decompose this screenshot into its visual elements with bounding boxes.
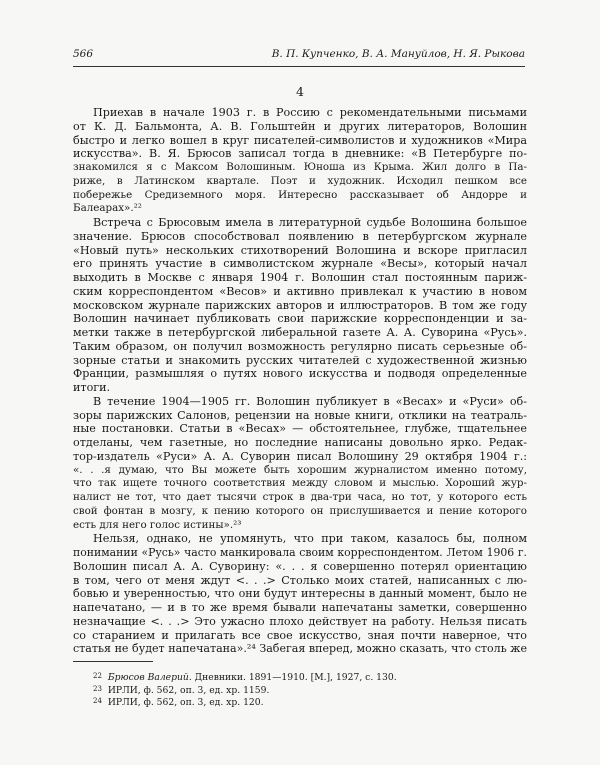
text-line: есть для него голос истины».²³ bbox=[73, 518, 242, 531]
text-line: что так ищете точного соответствия между словом и мыслью. Хороший жур- bbox=[73, 477, 527, 490]
text-line: налист не тот, что дает тысячи строк в два-три часа, но тот, у которого есть bbox=[73, 491, 527, 503]
text-line: московском журнале парижских авторов и иллюстраторов. В том же году bbox=[73, 298, 527, 312]
footnote-text: ИРЛИ, ф. 562, оп. 3, ед. хр. 1159. bbox=[107, 684, 270, 696]
text-line: Приехав в начале 1903 г. в Россию с рекомендательными письмами bbox=[93, 106, 527, 119]
text-line: «. . .я думаю, что Вы можете быть хорошим журналистом именно потому, bbox=[73, 463, 527, 476]
text-line: в том, чего от меня ждут <. . .> Столько моих статей, написанных с лю- bbox=[73, 573, 527, 587]
text-line: зоры парижских Салонов, рецензии на новые книги, отклики на театраль- bbox=[73, 408, 527, 422]
text-line: напечатано, — и в то же время бывали напечатаны заметки, совершенно bbox=[73, 601, 527, 614]
text-line: значение. Брюсов способствовал появлению в петербургском журнале bbox=[73, 229, 527, 243]
text-line: побережье Средиземного моря. Интересно рассказывает об Андорре и bbox=[73, 188, 527, 201]
text-line: статья не будет напечатана».²⁴ Забегая вперед, можно сказать, что столь же bbox=[73, 642, 527, 656]
text-line: его принять участие в символистском журнале «Весы», который начал bbox=[73, 257, 527, 271]
text-line: Таким образом, он получил возможность регулярно писать серьезные об- bbox=[73, 339, 527, 353]
text-line: отделаны, чем газетные, но последние написаны довольно ярко. Редак- bbox=[73, 436, 527, 449]
footnote-text: ИРЛИ, ф. 562, оп. 3, ед. хр. 120. bbox=[107, 697, 264, 708]
text-line: итоги. bbox=[73, 381, 111, 394]
footnote-number: 23 bbox=[93, 684, 102, 693]
text-line: зорные статьи и знакомить русских читателей с художественной жизнью bbox=[73, 353, 527, 367]
text-line: от К. Д. Бальмонта, А. В. Гольштейн и других литераторов, Волошин bbox=[73, 119, 527, 133]
text-line: свой фонтан в мозгу, к пению которого он прислушивается и пение которого bbox=[73, 504, 527, 517]
footnote-rule bbox=[73, 661, 153, 662]
text-line: В течение 1904—1905 гг. Волошин публикует в «Весах» и «Руси» об- bbox=[93, 394, 527, 408]
text-line: Нельзя, однако, не упомянуть, что при таком, казалось бы, полном bbox=[93, 532, 527, 546]
text-line: быстро и легко вошел в круг писателей-символистов и художников «Мира bbox=[73, 133, 527, 147]
text-line: ским корреспондентом «Весов» и активно привлекал к участию в новом bbox=[73, 284, 527, 298]
header-rule bbox=[73, 66, 525, 67]
text-line: Встреча с Брюсовым имела в литературной судьбе Волошина большое bbox=[93, 216, 527, 229]
text-line: риже, в Латинском квартале. Поэт и художник. Исходил пешком все bbox=[73, 174, 527, 187]
text-line: Волошин писал А. А. Суворину: «. . . я совершенно потерял ориентацию bbox=[73, 559, 527, 573]
text-line: Балеарах».²² bbox=[73, 202, 142, 215]
text-line: бовью и уверенностью, что они будут интересны в данный момент, было не bbox=[73, 587, 527, 601]
footnote-number: 24 bbox=[93, 697, 102, 705]
section-number: 4 bbox=[296, 84, 304, 99]
text-line: Волошин начинает публиковать свои парижские корреспонденции и за- bbox=[73, 312, 527, 326]
footnote-author: Брюсов Валерий. bbox=[107, 672, 192, 683]
text-line: выходить в Москве с января 1904 г. Волошин стал постоянным париж- bbox=[73, 271, 527, 284]
text-line: Франции, размышляя о путях нового искусства и подводя определенные bbox=[73, 367, 527, 381]
footnote-number: 22 bbox=[93, 672, 102, 680]
page-number: 566 bbox=[73, 48, 94, 60]
text-line: искусства». В. Я. Брюсов записал тогда в дневнике: «В Петербурге по- bbox=[73, 147, 527, 161]
footnote bbox=[93, 695, 523, 708]
text-line: со старанием и прилагать все свое искусство, зная почти наверное, что bbox=[73, 628, 527, 642]
body-text bbox=[73, 106, 527, 656]
text-line: метки также в петербургской либеральной газете А. А. Суворина «Русь». bbox=[73, 326, 527, 339]
text-line: понимании «Русь» часто манкировала своим корреспондентом. Летом 1906 г. bbox=[73, 546, 527, 559]
footnote bbox=[93, 683, 523, 696]
header-authors: В. П. Купченко, В. А. Мануйлов, Н. Я. Рыкова bbox=[271, 48, 525, 60]
text-line: знакомился я с Максом Волошиным. Юноша из Крыма. Жил долго в Па- bbox=[73, 161, 527, 173]
text-line: «Новый путь» нескольких стихотворений Волошина и вскоре пригласил bbox=[73, 243, 527, 257]
text-line: незначащие <. . .> Это ужасно плохо действует на работу. Нельзя писать bbox=[73, 614, 527, 628]
footnotes bbox=[93, 670, 523, 708]
footnote bbox=[93, 670, 523, 683]
text-line: ные постановки. Статьи в «Весах» — обстоятельнее, глубже, тщательнее bbox=[73, 422, 527, 436]
text-line: тор-издатель «Руси» А. А. Суворин писал Волошину 29 октября 1904 г.: bbox=[73, 449, 527, 463]
footnote-text: Дневники. 1891—1910. [М.], 1927, с. 130. bbox=[191, 672, 397, 683]
running-header bbox=[73, 46, 525, 64]
